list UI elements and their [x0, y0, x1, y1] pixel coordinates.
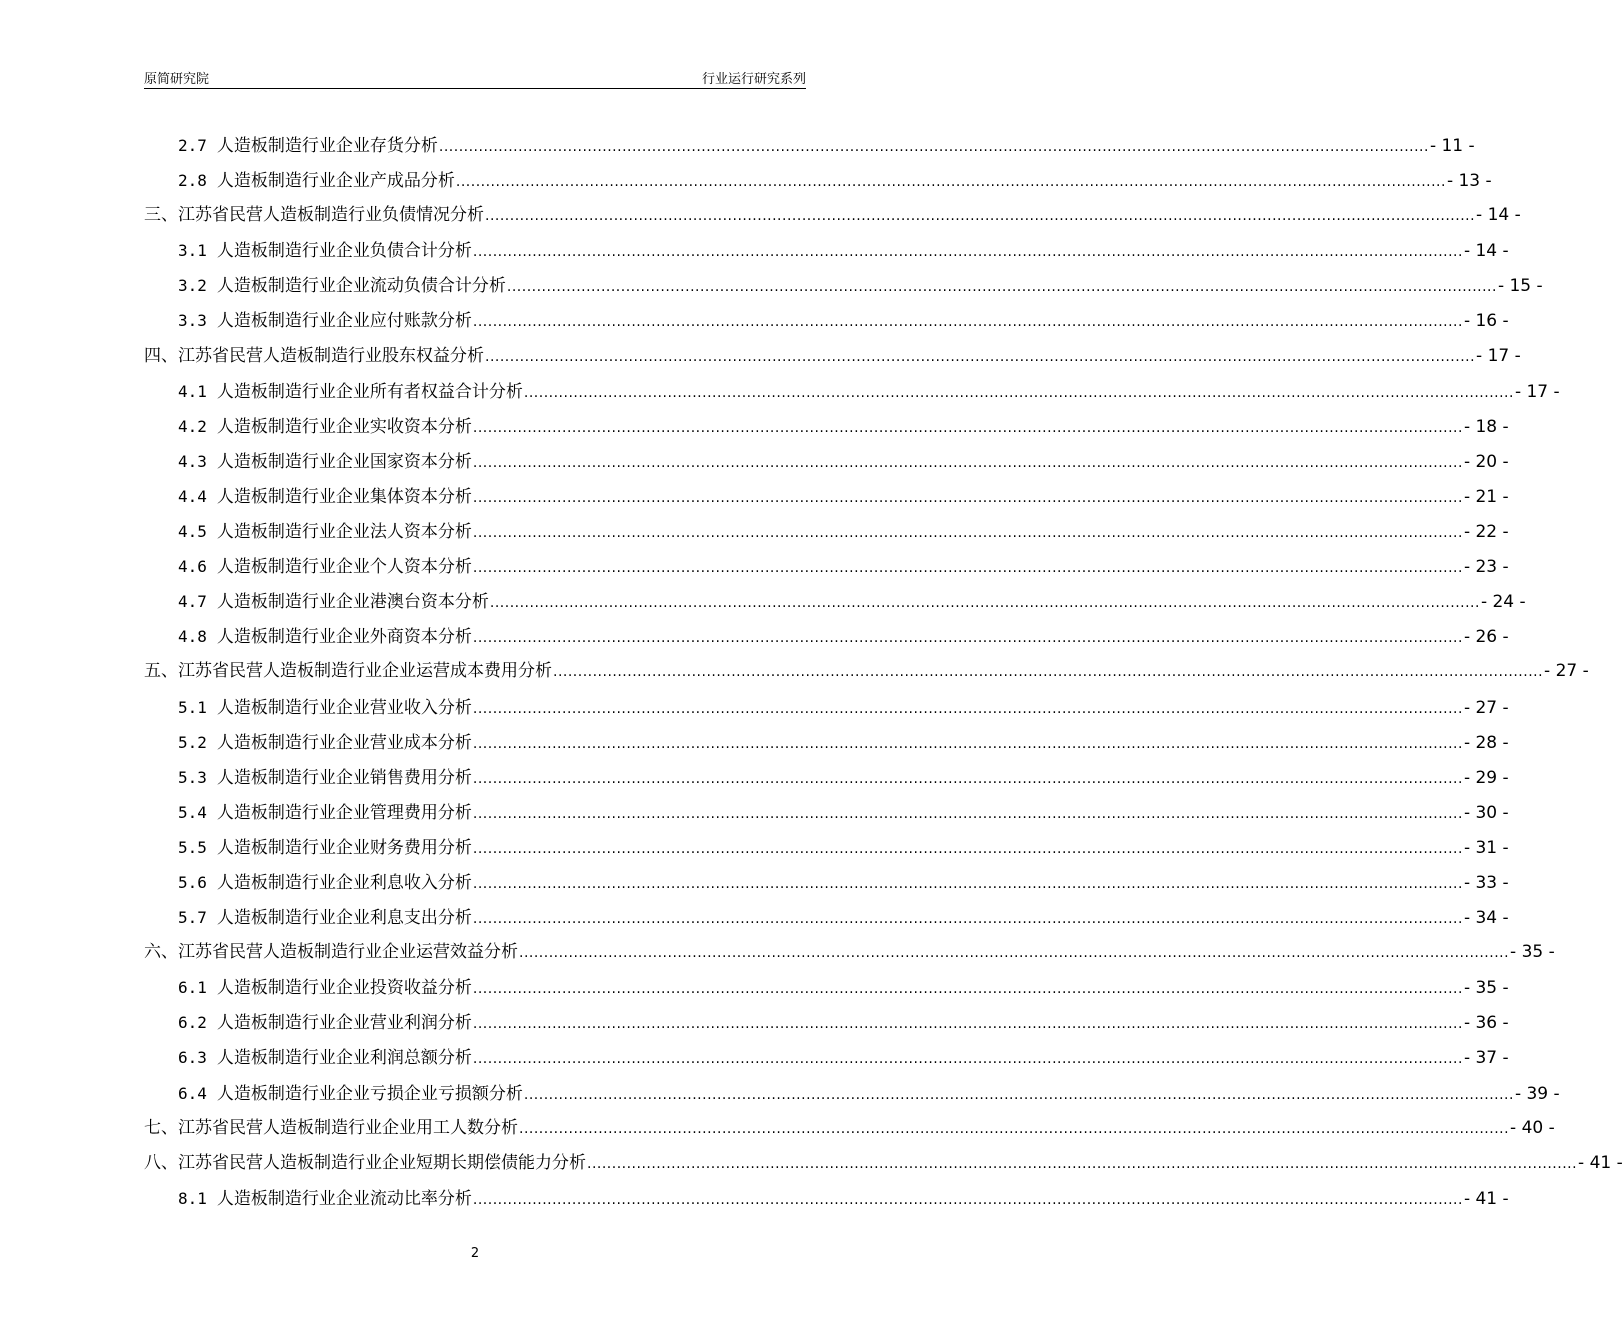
- toc-dot-leader: ........................................................................................................................................................................................................: [506, 279, 1497, 296]
- toc-section-entry[interactable]: [144, 128, 1475, 163]
- toc-dot-leader: ........................................................................................................................................................................................................: [472, 630, 1463, 647]
- toc-entry-title: 人造板制造行业企业应付账款分析: [216, 311, 472, 332]
- toc-entry-title: 人造板制造行业企业法人资本分析: [216, 522, 472, 543]
- toc-entry-title: 人造板制造行业企业国家资本分析: [216, 451, 472, 472]
- toc-dot-leader: ........................................................................................................................................................................................................: [489, 595, 1480, 612]
- toc-entry-title: 人造板制造行业企业产成品分析: [216, 171, 455, 192]
- toc-section-entry[interactable]: [144, 725, 1509, 760]
- toc-entry-page: - 30 -: [1463, 802, 1509, 823]
- toc-entry-title: 人造板制造行业企业利息支出分析: [216, 908, 472, 929]
- toc-entry-page: - 20 -: [1463, 451, 1509, 472]
- toc-dot-leader: ........................................................................................................................................................................................................: [485, 348, 1476, 365]
- toc-section-entry[interactable]: [144, 900, 1509, 935]
- toc-dot-leader: ........................................................................................................................................................................................................: [472, 314, 1463, 331]
- toc-dot-leader: ........................................................................................................................................................................................................: [472, 244, 1463, 261]
- toc-section-entry[interactable]: [144, 549, 1509, 584]
- toc-section-entry[interactable]: [144, 514, 1509, 549]
- table-of-contents: [144, 128, 1623, 1216]
- toc-entry-number: 5.4: [178, 802, 207, 822]
- toc-entry-page: - 34 -: [1463, 908, 1509, 929]
- toc-section-entry[interactable]: [144, 760, 1509, 795]
- toc-chapter-entry[interactable]: [144, 1146, 1623, 1181]
- toc-entry-title: 七、江苏省民营人造板制造行业企业用工人数分析: [144, 1117, 518, 1138]
- toc-section-entry[interactable]: [144, 1076, 1560, 1111]
- toc-entry-page: - 33 -: [1463, 872, 1509, 893]
- toc-entry-number: 2.7: [178, 136, 207, 155]
- toc-dot-leader: ........................................................................................................................................................................................................: [485, 208, 1476, 225]
- toc-entry-page: - 37 -: [1463, 1048, 1509, 1069]
- toc-entry-title: 四、江苏省民营人造板制造行业股东权益分析: [144, 345, 484, 366]
- toc-entry-title: 五、江苏省民营人造板制造行业企业运营成本费用分析: [144, 661, 552, 682]
- toc-dot-leader: ........................................................................................................................................................................................................: [472, 489, 1463, 506]
- toc-entry-number: 5.3: [178, 767, 207, 787]
- toc-entry-title: 人造板制造行业企业存货分析: [216, 136, 438, 156]
- toc-entry-number: 5.7: [178, 908, 207, 928]
- toc-entry-page: - 41 -: [1463, 1188, 1509, 1209]
- toc-entry-page: - 18 -: [1463, 416, 1509, 437]
- toc-dot-leader: ........................................................................................................................................................................................................: [472, 735, 1463, 752]
- toc-dot-leader: ........................................................................................................................................................................................................: [472, 454, 1463, 471]
- toc-entry-title: 人造板制造行业企业亏损企业亏损额分析: [216, 1083, 523, 1104]
- toc-entry-page: - 15 -: [1497, 276, 1543, 297]
- header-publisher: 原简研究院: [144, 72, 210, 87]
- toc-entry-title: 人造板制造行业企业利息收入分析: [216, 872, 472, 893]
- toc-section-entry[interactable]: [144, 584, 1526, 619]
- toc-dot-leader: ........................................................................................................................................................................................................: [472, 1051, 1463, 1068]
- toc-entry-title: 人造板制造行业企业负债合计分析: [216, 241, 472, 262]
- toc-entry-page: - 22 -: [1463, 522, 1509, 543]
- toc-dot-leader: ........................................................................................................................................................................................................: [472, 770, 1463, 787]
- toc-dot-leader: ........................................................................................................................................................................................................: [519, 1120, 1510, 1137]
- toc-section-entry[interactable]: [144, 690, 1509, 725]
- toc-chapter-entry[interactable]: [144, 654, 1589, 689]
- toc-entry-title: 人造板制造行业企业外商资本分析: [216, 627, 472, 648]
- toc-entry-number: 4.2: [178, 416, 207, 436]
- toc-dot-leader: ........................................................................................................................................................................................................: [472, 805, 1463, 822]
- toc-entry-number: 3.1: [178, 241, 207, 261]
- toc-entry-number: 5.6: [178, 872, 207, 892]
- toc-section-entry[interactable]: [144, 1040, 1509, 1075]
- toc-dot-leader: ........................................................................................................................................................................................................: [523, 384, 1514, 401]
- toc-dot-leader: ........................................................................................................................................................................................................: [472, 700, 1463, 717]
- page-header: [144, 66, 806, 89]
- toc-dot-leader: ........................................................................................................................................................................................................: [523, 1086, 1514, 1103]
- toc-entry-page: - 17 -: [1514, 381, 1560, 402]
- toc-entry-page: - 14 -: [1463, 241, 1509, 262]
- toc-entry-title: 三、江苏省民营人造板制造行业负债情况分析: [144, 205, 484, 226]
- toc-section-entry[interactable]: [144, 1181, 1509, 1216]
- toc-dot-leader: ........................................................................................................................................................................................................: [472, 560, 1463, 577]
- toc-entry-number: 5.5: [178, 837, 207, 857]
- toc-entry-number: 3.2: [178, 276, 207, 296]
- toc-entry-number: 6.1: [178, 978, 207, 998]
- toc-entry-title: 人造板制造行业企业个人资本分析: [216, 557, 472, 578]
- toc-entry-number: 3.3: [178, 311, 207, 331]
- toc-entry-page: - 24 -: [1480, 592, 1526, 613]
- toc-section-entry[interactable]: [144, 163, 1492, 198]
- toc-entry-title: 人造板制造行业企业营业收入分析: [216, 697, 472, 718]
- toc-entry-page: - 17 -: [1476, 345, 1521, 366]
- toc-dot-leader: ........................................................................................................................................................................................................: [553, 664, 1544, 681]
- toc-dot-leader: ........................................................................................................................................................................................................: [472, 875, 1463, 892]
- toc-entry-title: 人造板制造行业企业管理费用分析: [216, 802, 472, 823]
- toc-section-entry[interactable]: [144, 479, 1509, 514]
- toc-dot-leader: ........................................................................................................................................................................................................: [472, 419, 1463, 436]
- toc-entry-number: 4.3: [178, 451, 207, 471]
- toc-entry-page: - 35 -: [1463, 978, 1509, 999]
- toc-entry-page: - 21 -: [1463, 486, 1509, 507]
- toc-entry-title: 人造板制造行业企业集体资本分析: [216, 486, 472, 507]
- toc-chapter-entry[interactable]: [144, 935, 1555, 970]
- toc-section-entry[interactable]: [144, 619, 1509, 654]
- toc-section-entry[interactable]: [144, 1005, 1509, 1040]
- toc-entry-number: 2.8: [178, 171, 207, 191]
- toc-entry-title: 人造板制造行业企业流动比率分析: [216, 1188, 472, 1209]
- toc-dot-leader: ........................................................................................................................................................................................................: [472, 1191, 1463, 1208]
- toc-entry-number: 4.5: [178, 522, 207, 542]
- toc-entry-title: 人造板制造行业企业营业利润分析: [216, 1013, 472, 1034]
- toc-entry-number: 4.6: [178, 557, 207, 577]
- toc-entry-title: 人造板制造行业企业销售费用分析: [216, 767, 472, 788]
- toc-entry-page: - 26 -: [1463, 627, 1509, 648]
- toc-entry-title: 人造板制造行业企业流动负债合计分析: [216, 276, 506, 297]
- toc-entry-page: - 36 -: [1463, 1013, 1509, 1034]
- toc-section-entry[interactable]: [144, 409, 1509, 444]
- toc-entry-page: - 16 -: [1463, 311, 1509, 332]
- toc-entry-number: 8.1: [178, 1188, 207, 1208]
- toc-entry-number: 6.3: [178, 1048, 207, 1068]
- toc-section-entry[interactable]: [144, 374, 1560, 409]
- toc-entry-title: 人造板制造行业企业港澳台资本分析: [216, 592, 489, 613]
- toc-entry-page: - 14 -: [1476, 205, 1521, 226]
- toc-section-entry[interactable]: [144, 970, 1509, 1005]
- toc-entry-number: 4.7: [178, 592, 207, 612]
- toc-entry-page: - 27 -: [1463, 697, 1509, 718]
- toc-entry-page: - 23 -: [1463, 557, 1509, 578]
- toc-chapter-entry[interactable]: [144, 339, 1521, 374]
- toc-entry-number: 6.4: [178, 1083, 207, 1103]
- toc-dot-leader: ........................................................................................................................................................................................................: [472, 840, 1463, 857]
- toc-entry-page: - 13 -: [1446, 171, 1492, 192]
- page-number: 2: [470, 1246, 480, 1261]
- toc-entry-page: - 41 -: [1578, 1152, 1623, 1173]
- toc-dot-leader: ........................................................................................................................................................................................................: [472, 525, 1463, 542]
- toc-dot-leader: ........................................................................................................................................................................................................: [438, 139, 1429, 155]
- toc-entry-number: 5.1: [178, 697, 207, 717]
- toc-entry-number: 6.2: [178, 1013, 207, 1033]
- toc-section-entry[interactable]: [144, 233, 1509, 268]
- toc-entry-number: 4.8: [178, 627, 207, 647]
- toc-entry-title: 人造板制造行业企业财务费用分析: [216, 837, 472, 858]
- toc-chapter-entry[interactable]: [144, 198, 1521, 233]
- toc-section-entry[interactable]: [144, 865, 1509, 900]
- toc-entry-title: 六、江苏省民营人造板制造行业企业运营效益分析: [144, 942, 518, 963]
- toc-entry-number: 4.4: [178, 486, 207, 506]
- header-series: 行业运行研究系列: [701, 72, 806, 87]
- toc-entry-page: - 35 -: [1510, 942, 1555, 963]
- toc-section-entry[interactable]: [144, 795, 1509, 830]
- toc-entry-page: - 29 -: [1463, 767, 1509, 788]
- toc-section-entry[interactable]: [144, 268, 1543, 303]
- toc-entry-title: 八、江苏省民营人造板制造行业企业短期长期偿债能力分析: [144, 1152, 586, 1173]
- toc-entry-page: - 11 -: [1429, 136, 1475, 156]
- toc-entry-number: 4.1: [178, 381, 207, 401]
- toc-entry-title: 人造板制造行业企业利润总额分析: [216, 1048, 472, 1069]
- toc-dot-leader: ........................................................................................................................................................................................................: [587, 1155, 1578, 1172]
- toc-entry-page: - 28 -: [1463, 732, 1509, 753]
- toc-section-entry[interactable]: [144, 830, 1509, 865]
- toc-entry-title: 人造板制造行业企业营业成本分析: [216, 732, 472, 753]
- toc-entry-title: 人造板制造行业企业投资收益分析: [216, 978, 472, 999]
- toc-entry-page: - 40 -: [1510, 1117, 1555, 1138]
- toc-dot-leader: ........................................................................................................................................................................................................: [519, 945, 1510, 962]
- toc-entry-number: 5.2: [178, 732, 207, 752]
- toc-entry-title: 人造板制造行业企业所有者权益合计分析: [216, 381, 523, 402]
- toc-entry-page: - 39 -: [1514, 1083, 1560, 1104]
- toc-entry-page: - 27 -: [1544, 661, 1589, 682]
- toc-dot-leader: ........................................................................................................................................................................................................: [472, 1016, 1463, 1033]
- toc-dot-leader: ........................................................................................................................................................................................................: [472, 911, 1463, 928]
- toc-entry-page: - 31 -: [1463, 837, 1509, 858]
- toc-entry-title: 人造板制造行业企业实收资本分析: [216, 416, 472, 437]
- toc-section-entry[interactable]: [144, 444, 1509, 479]
- toc-section-entry[interactable]: [144, 303, 1509, 338]
- toc-dot-leader: ........................................................................................................................................................................................................: [455, 174, 1446, 191]
- toc-dot-leader: ........................................................................................................................................................................................................: [472, 981, 1463, 998]
- toc-chapter-entry[interactable]: [144, 1111, 1555, 1146]
